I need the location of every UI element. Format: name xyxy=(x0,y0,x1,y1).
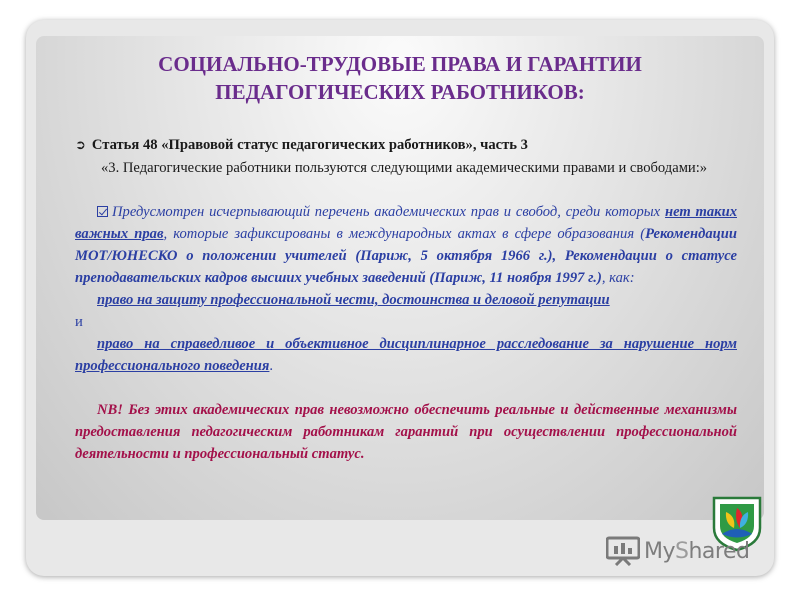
spacer xyxy=(75,179,737,201)
article-heading xyxy=(75,134,737,157)
slide-content xyxy=(75,134,737,465)
rights-text-1: Предусмотрен исчерпывающий перечень академических прав и свобод, среди которых xyxy=(112,204,665,220)
title-line-2: ПЕДАГОГИЧЕСКИХ РАБОТНИКОВ: xyxy=(215,80,585,104)
article-quote: «3. Педагогические работники пользуются следующими академическими правами и свободами:» xyxy=(101,160,708,176)
rights-text-2: , которые зафиксированы в международных актах в сфере образования ( xyxy=(163,226,646,242)
slide-title xyxy=(70,50,730,106)
right-item-2 xyxy=(75,333,737,377)
arrow-bullet-icon: ➲ xyxy=(75,138,86,153)
brand-rest: hared xyxy=(688,538,750,564)
and-word: и xyxy=(75,314,83,330)
title-line-1: СОЦИАЛЬНО-ТРУДОВЫЕ ПРАВА И ГАРАНТИИ xyxy=(158,52,642,76)
period: . xyxy=(269,358,274,374)
rights-text-emphasis: нет таких важных прав xyxy=(75,204,737,242)
checkbox-bullet-icon xyxy=(97,206,108,217)
article-heading-text: Статья 48 «Правовой статус педагогических работников», часть 3 xyxy=(91,137,528,153)
spacer xyxy=(75,377,737,399)
brand-my: My xyxy=(644,538,676,564)
right-link-investigation[interactable]: право на справедливое и объективное дисциплинарное расследование за нарушение норм профессионального поведения xyxy=(75,336,737,374)
rights-text-recommendations: Рекомендации МОТ/ЮНЕСКО о положении учителей (Париж, 5 октября 1966 г.), Рекомендации о статусе преподавательских кадров высших учебных заведений (Париж, 11 ноября 1997 г.) xyxy=(75,226,737,286)
myshared-wordmark xyxy=(644,539,749,564)
rights-paragraph xyxy=(75,201,737,289)
right-item-1 xyxy=(75,289,737,311)
right-link-honor[interactable]: право на защиту профессиональной чести, достоинства и деловой репутации xyxy=(97,292,610,308)
brand-s: S xyxy=(675,538,689,564)
rights-text-3: , как: xyxy=(601,270,635,286)
nb-paragraph: NB! Без этих академических прав невозможно обеспечить реальные и действенные механизмы предоставления педагогическим работникам гарантий при осуществлении профессиональной деятельности и профессиональный статус. xyxy=(75,402,737,462)
myshared-logo xyxy=(606,536,749,566)
presentation-board-icon xyxy=(606,536,640,566)
